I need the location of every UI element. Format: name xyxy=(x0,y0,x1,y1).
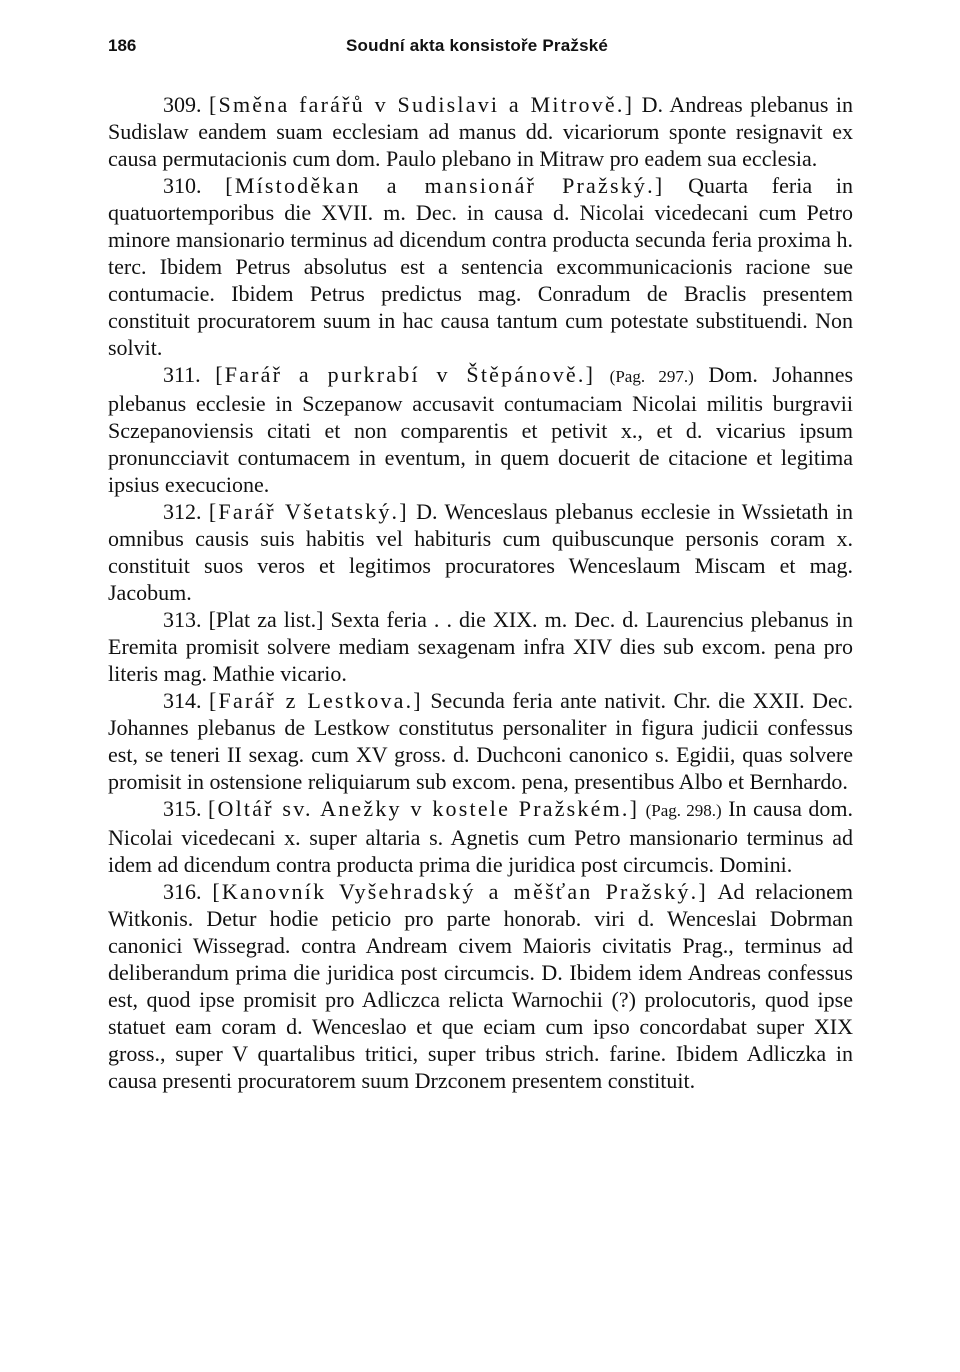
entry-text: D. Andreas plebanus in Sudislaw eandem suam ecclesiam ad manus dd. vicariorum sponte resignavit ex causa permutacionis cum dom. Paulo plebano in Mitraw pro eadem sua ecclesia. xyxy=(108,92,854,171)
entry-309 xyxy=(108,91,853,172)
entry-310 xyxy=(108,172,853,361)
entry-315 xyxy=(108,795,853,878)
page-number: 186 xyxy=(108,36,137,55)
entry-316 xyxy=(108,878,853,1094)
document-body xyxy=(108,91,853,1094)
entry-title: [Místoděkan a mansionář Pražský.] xyxy=(225,173,665,198)
entry-text: Dom. Johannes plebanus ecclesie in Sczepanow accusavit contumaciam Nicolai militis burgravii Sczepanoviensis citati et non comparentis et petivit x., et d. vicarius ipsum pronuncciavit contumacem in eventum, in quem docuerit de citacione et legitima ipsius execucione. xyxy=(108,362,854,497)
entry-312 xyxy=(108,498,853,606)
entry-title: [Farář a purkrabí v Štěpánově.] xyxy=(215,362,596,387)
entry-number: 315. xyxy=(163,796,202,821)
entry-311 xyxy=(108,361,853,498)
page-header xyxy=(108,36,853,60)
entry-text: D. Wenceslaus plebanus ecclesie in Wssietath in omnibus causis suis habitis vel habituris cum quibuscunque personis coram x. constituit suos veros et legitimos procuratores Wenceslaum Miscam et mag. Jacobum. xyxy=(108,499,854,605)
entry-number: 314. xyxy=(163,688,202,713)
entry-text: Ad relacionem Witkonis. Detur hodie peticio pro parte honorab. viri d. Wenceslai Dobrman canonici Wissegrad. contra Andream civem Maioris civitatis Prag., terminus ad deliberandum prima die juridica post circumcis. D. Ibidem idem Andreas confessus est, quod ipse promisit pro Adliczca relicta Warnochii (?) prolocutoris, quod ipse statuet eam coram d. Wenceslao et que eciam cum ipso concordabat super XIX gross., super V quartalibus tritici, super tribus strich. farine. Ibidem Adliczka in causa presenti procuratorem suum Drzconem presentem constituit. xyxy=(108,879,853,1093)
entry-313 xyxy=(108,606,853,687)
entry-title: [Farář z Lestkova.] xyxy=(209,688,423,713)
entry-text: Sexta feria . . die XIX. m. Dec. d. Laurencius plebanus in Eremita promisit solvere mediam sexagenam infra XIV dies sub excom. pena pro literis mag. Mathie vicario. xyxy=(108,607,854,686)
entry-number: 310. xyxy=(163,173,202,198)
entry-title: [Kanovník Vyšehradský a měšťan Pražský.] xyxy=(212,879,708,904)
entry-number: 312. xyxy=(163,499,202,524)
entry-text: Quarta feria in quatuortemporibus die XVII. m. Dec. in causa d. Nicolai vicedecani cum Petro minore mansionario terminus ad dicendum contra producta secunda feria proxima h. terc. Ibidem Petrus absolutus est a sentencia excommunicacionis racione sue contumacie. Ibidem Petrus predictus mag. Conradum de Braclis presentem constituit procuratorem suum in hac causa tantum cum potestate substituendi. Non solvit. xyxy=(108,173,853,360)
entry-title: [Oltář sv. Anežky v kostele Pražském.] xyxy=(208,796,640,821)
page-reference: (Pag. 298.) xyxy=(645,801,722,820)
page-reference: (Pag. 297.) xyxy=(609,367,694,386)
entry-number: 313. xyxy=(163,607,202,632)
entry-title: [Směna farářů v Sudislavi a Mitrově.] xyxy=(209,92,635,117)
entry-number: 309. xyxy=(163,92,202,117)
entry-text: Secunda feria ante nativit. Chr. die XXII. Dec. Johannes plebanus de Lestkow constitutus personaliter in figura judicii confessus est, se teneri II sexag. cum XV gross. d. Duchconi canonico s. Egidii, quas solvere promisit in ostensione reliquiarum sub excom. pena, presentibus Albo et Bernhardo. xyxy=(108,688,854,794)
entry-title: [Farář Všetatský.] xyxy=(208,499,409,524)
running-head: Soudní akta konsistoře Pražské xyxy=(346,36,609,55)
entry-text: In causa dom. Nicolai vicedecani x. super altaria s. Agnetis cum Petro mansionario terminus ad idem ad dicendum contra producta prima die juridica post circumcis. Domini. xyxy=(108,796,854,877)
entry-title: [Plat za list.] xyxy=(208,607,324,632)
entry-number: 316. xyxy=(163,879,202,904)
entry-314 xyxy=(108,687,853,795)
entry-number: 311. xyxy=(163,362,201,387)
